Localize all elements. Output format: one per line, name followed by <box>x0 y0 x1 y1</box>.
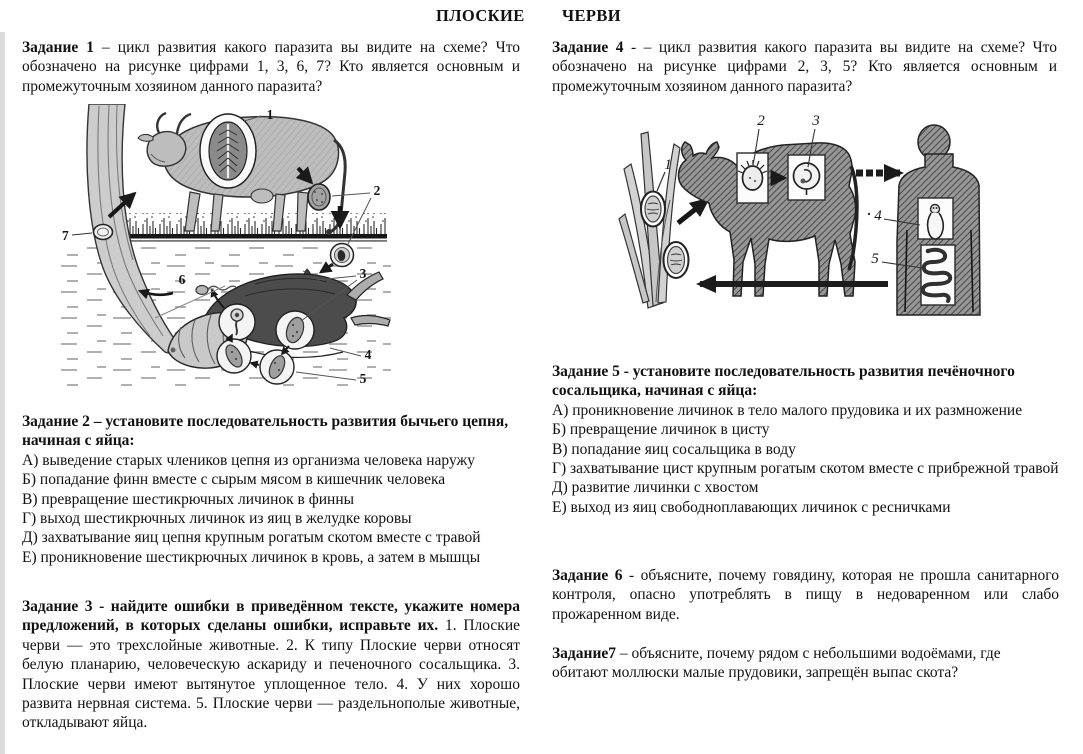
tapeworm-egg <box>641 192 665 227</box>
task-1-text: – цикл развития какого паразита вы видите на схеме? Что обозначено на рисунке цифрами 1, 3, 6, 7? Кто является основным и промежуточным хозяином данного паразита? <box>22 39 521 95</box>
fluke-egg <box>308 184 330 210</box>
figure1-label-3: 3 <box>359 266 367 281</box>
cysticercus-box <box>788 155 825 200</box>
task-4-text: - – цикл развития какого паразита вы видите на схеме? Что обозначено на рисунке цифрами 2, 3, 5? Кто является основным и промежуточным хозяином данного паразита? <box>552 39 1057 95</box>
scan-edge-artifact <box>0 32 5 754</box>
task-5 <box>552 362 1059 517</box>
figure1-label-5: 5 <box>359 371 367 386</box>
figure2-label-1: 1 <box>664 157 672 173</box>
figure2-label-2: 2 <box>757 113 765 129</box>
task-7 <box>552 644 1059 683</box>
figure1-label-4: 4 <box>364 347 372 362</box>
figure2-label-5: 5 <box>871 251 879 267</box>
task-5-option: Д) развитие личинки с хвостом <box>552 479 759 497</box>
task-5-label: Задание 5 <box>552 363 620 380</box>
task-2-option: Б) попадание финн вместе с сырым мясом в кишечник человека <box>22 471 446 489</box>
task-6-text: - объясните, почему говядину, которая не прошла санитарного контроля, опасно употреблять в пищу в недоваренном или слабо прожаренном виде. <box>552 567 1060 623</box>
figure-liver-fluke-cycle <box>55 104 400 400</box>
task-3-bold-text: - найдите ошибки в приведённом тексте, укажите номера предложений, в которых сделаны ошибки, исправьте их. <box>22 598 521 635</box>
cyst-on-grass <box>94 225 113 240</box>
task-2-heading: – установите последовательность развития бычьего цепня, начиная с яйца: <box>22 413 509 450</box>
egg-in-water <box>331 244 354 267</box>
figure1-label-1: 1 <box>266 107 274 122</box>
task-1-label: Задание 1 <box>22 39 95 56</box>
task-7-text: – объясните, почему рядом с небольшими водоёмами, где обитают моллюски малые прудовики, запрещён выпас скота? <box>552 645 1001 682</box>
task-2 <box>22 412 520 567</box>
task-7-label: Задание7 <box>552 645 617 662</box>
task-5-option: Г) захватывание цист крупным рогатым скотом вместе с прибрежной травой <box>552 460 1059 478</box>
task-5-option: Е) выход из яиц свободноплавающих личинок с ресничками <box>552 498 951 516</box>
figure-bovine-tapeworm-cycle <box>612 112 997 347</box>
task-4 <box>552 38 1057 96</box>
liver-cutaway <box>200 114 256 188</box>
water-line <box>115 234 387 239</box>
task-2-label: Задание 2 <box>22 413 90 430</box>
task-6-label: Задание 6 <box>552 567 623 584</box>
task-2-option: Е) проникновение шестикрючных личинок в кровь, а затем в мышцы <box>22 548 481 566</box>
task-3-label: Задание 3 <box>22 598 93 615</box>
task-2-option: А) выведение старых члеников цепня из организма человека наружу <box>22 451 475 469</box>
task-3 <box>22 597 520 733</box>
task-4-label: Задание 4 <box>552 39 624 56</box>
intestine-tapeworm-box <box>921 245 955 305</box>
task-5-option: А) проникновение личинок в тело малого прудовика и их размножение <box>552 401 1023 419</box>
task-3-text: 1. Плоские черви — это трехслойные животные. 2. К типу Плоские черви относят белую планарию, человеческую аскариду и печеночного сосальщика. 3. Плоские черви имеют вытянутое уплощенное тело. 4. У них хорошо развита нервная система. 5. Плоские черви — раздельнополые животные, откладывают яйца. <box>22 617 521 732</box>
grass-bank <box>112 213 387 235</box>
figure1-label-6: 6 <box>178 272 186 287</box>
bladder-worm-box <box>918 198 953 239</box>
task-6 <box>552 566 1059 624</box>
task-5-option: Б) превращение личинок в цисту <box>552 421 770 439</box>
task-5-heading: - установите последовательность развития печёночного сосальщика, начиная с яйца: <box>552 363 1015 400</box>
page-title-left: ПЛОСКИЕ <box>436 6 525 25</box>
figure1-label-2: 2 <box>373 183 381 198</box>
task-5-option: В) попадание яиц сосальщика в воду <box>552 440 796 458</box>
figure2-label-3: 3 <box>812 113 820 129</box>
task-1 <box>22 38 520 96</box>
task-2-option: В) превращение шестикрючных личинок в финны <box>22 490 355 508</box>
task-2-option: Г) выход шестикрючных личинок из яиц в желудке коровы <box>22 510 412 528</box>
tapeworm-egg <box>664 242 689 278</box>
arrow-grass-to-cow <box>678 200 707 223</box>
oncosphere-box <box>737 153 768 203</box>
figure1-label-7: 7 <box>62 228 69 243</box>
page-title-right: ЧЕРВИ <box>562 6 622 25</box>
task-2-option: Д) захватывание яиц цепня крупным рогатым скотом вместе с травой <box>22 529 481 547</box>
figure2-label-4: 4 <box>874 208 882 224</box>
